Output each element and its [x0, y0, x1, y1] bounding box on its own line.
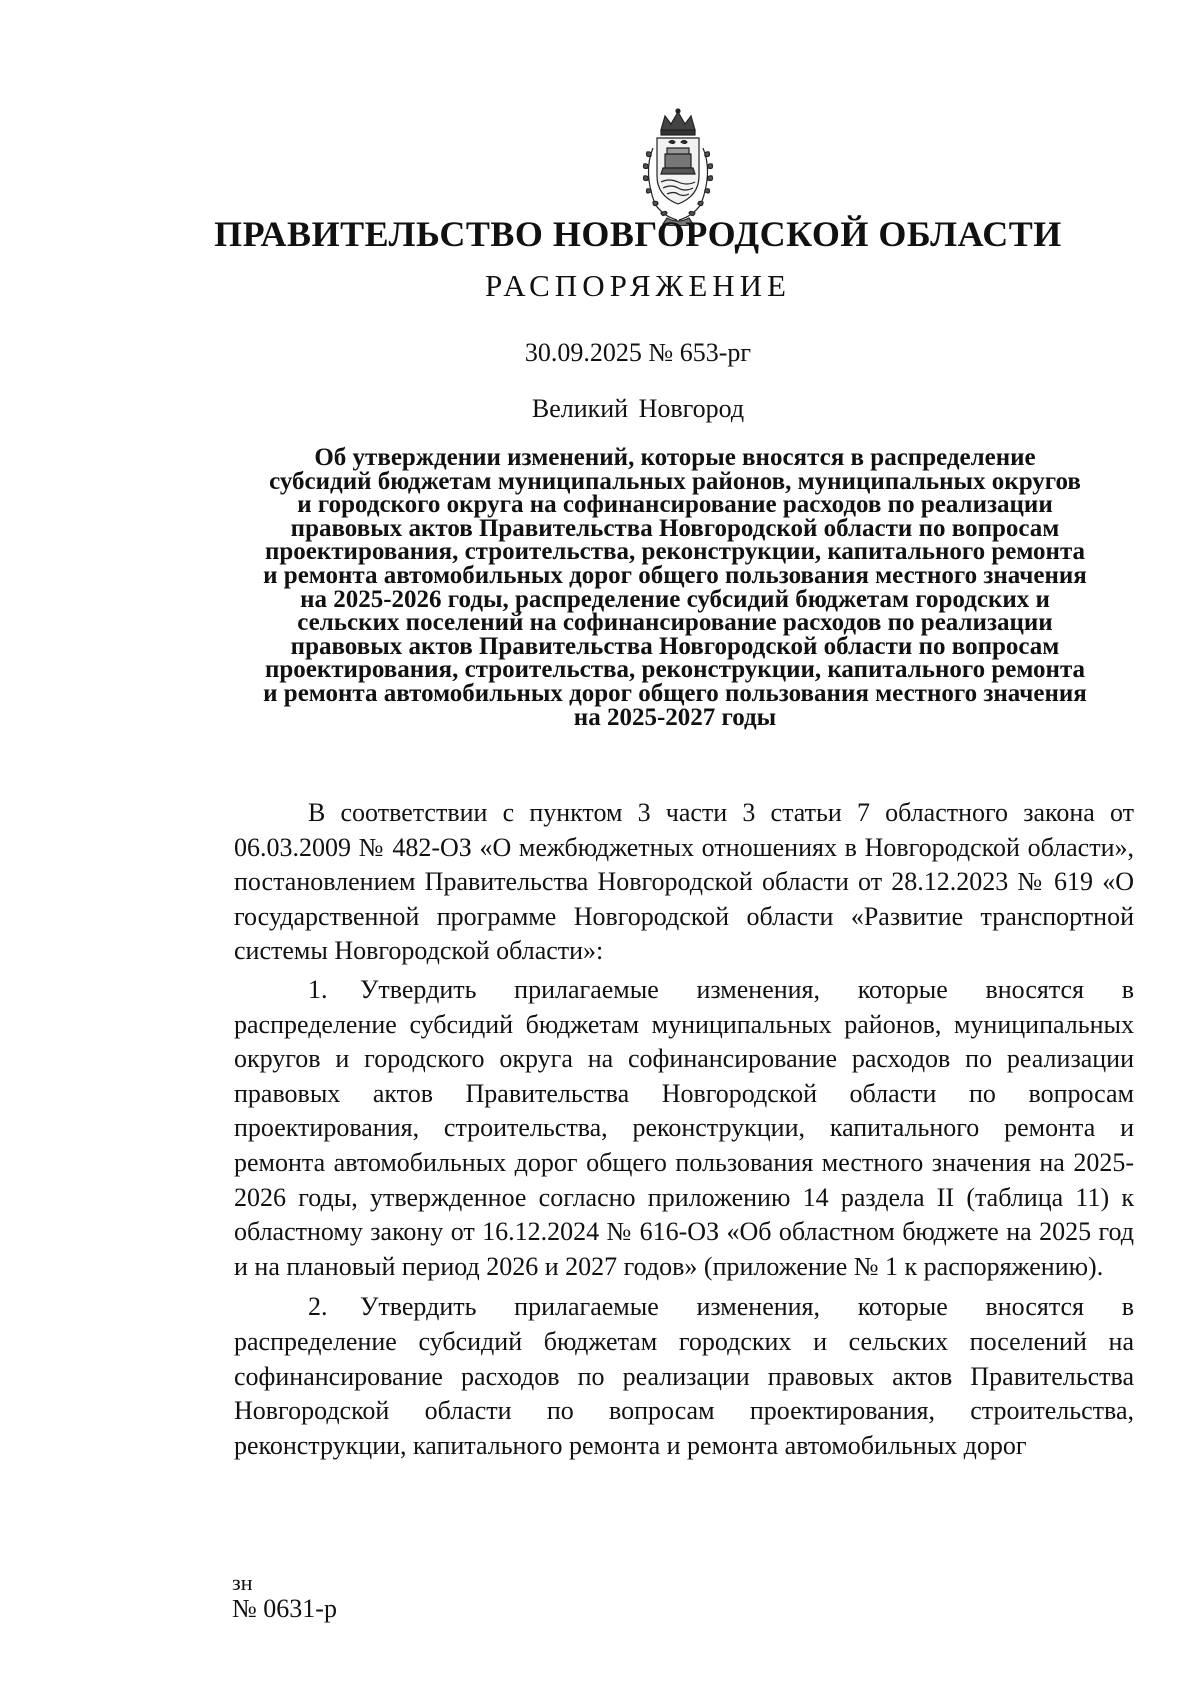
executor-code: зн — [232, 1570, 253, 1595]
preamble-paragraph: В соответствии с пунктом 3 части 3 статьи 7 областного закона от 06.03.2009 № 482-ОЗ «О межбюджетных отношениях в Новгородской области», постановлением Правительства Новгородской области от 28.12.2023 № 619 «О государственной программе Новгородской области «Развитие транспортной системы Новгородской области»: — [234, 798, 1134, 966]
item-text: Утвердить прилагаемые изменения, которые вносятся в распределение субсидий бюджетам муниципальных районов, муниципальных округов и городского округа на софинансирование расходов по реализации правовых актов Правительства Новгородской области по вопросам проектирования, строительства, реконструкции, капитального ремонта и ремонта автомобильных дорог общего пользования местного значения на 2025-2026 годы, утвержденное согласно приложению 14 раздела II (таблица 11) к областному закону от 16.12.2024 № 616-ОЗ «Об областном бюджете на 2025 год и на плановый период 2026 и 2027 годов» (приложение № 1 к распоряжению). — [234, 974, 1134, 1281]
item-text: Утвердить прилагаемые изменения, которые вносятся в распределение субсидий бюджетам городских и сельских поселений на софинансирование расходов по реализации правовых актов Правительства Новгородской области по вопросам проектирования, строительства, реконструкции, капитального ремонта и ремонта автомобильных дорог — [234, 1292, 1134, 1460]
subject-line: на 2025-2026 годы, распределение субсидий бюджетам городских и — [300, 585, 1050, 613]
novgorod-coat-of-arms-emblem — [633, 108, 723, 226]
subject-line: на 2025-2027 годы — [573, 703, 777, 731]
subject-line: и ремонта автомобильных дорог общего пользования местного значения — [263, 561, 1087, 589]
subject-line: проектирования, строительства, реконструкции, капитального ремонта — [264, 538, 1086, 566]
numbered-item — [234, 973, 1134, 1284]
numbered-item — [234, 1290, 1134, 1463]
registration-number: № 0631-р — [232, 1594, 337, 1623]
subject-line: проектирования, строительства, реконструкции, капитального ремонта — [264, 656, 1086, 684]
document-footer — [232, 1572, 337, 1624]
subject-line: Об утверждении изменений, которые вносятся в распределение — [314, 444, 1036, 471]
organization-title: ПРАВИТЕЛЬСТВО НОВГОРОДСКОЙ ОБЛАСТИ — [214, 214, 1062, 254]
subject-line: сельских поселений на софинансирование расходов по реализации — [297, 609, 1053, 637]
subject-line: правовых актов Правительства Новгородской области по вопросам — [290, 514, 1060, 542]
subject-line: правовых актов Правительства Новгородской области по вопросам — [290, 632, 1060, 660]
subject-line: и городского округа на софинансирование расходов по реализации — [297, 491, 1053, 519]
subject-line: и ремонта автомобильных дорог общего пользования местного значения — [263, 679, 1087, 707]
document-body — [234, 796, 1134, 1469]
document-type: РАСПОРЯЖЕНИЕ — [485, 268, 791, 303]
document-subject — [220, 446, 1130, 729]
item-number: 2. — [308, 1292, 328, 1322]
subject-line: субсидий бюджетам муниципальных районов, муниципальных округов — [269, 467, 1081, 495]
item-number: 1. — [308, 974, 328, 1004]
document-date-number: 30.09.2025 № 653-рг — [524, 338, 752, 367]
document-place: Великий Новгород — [531, 394, 745, 423]
